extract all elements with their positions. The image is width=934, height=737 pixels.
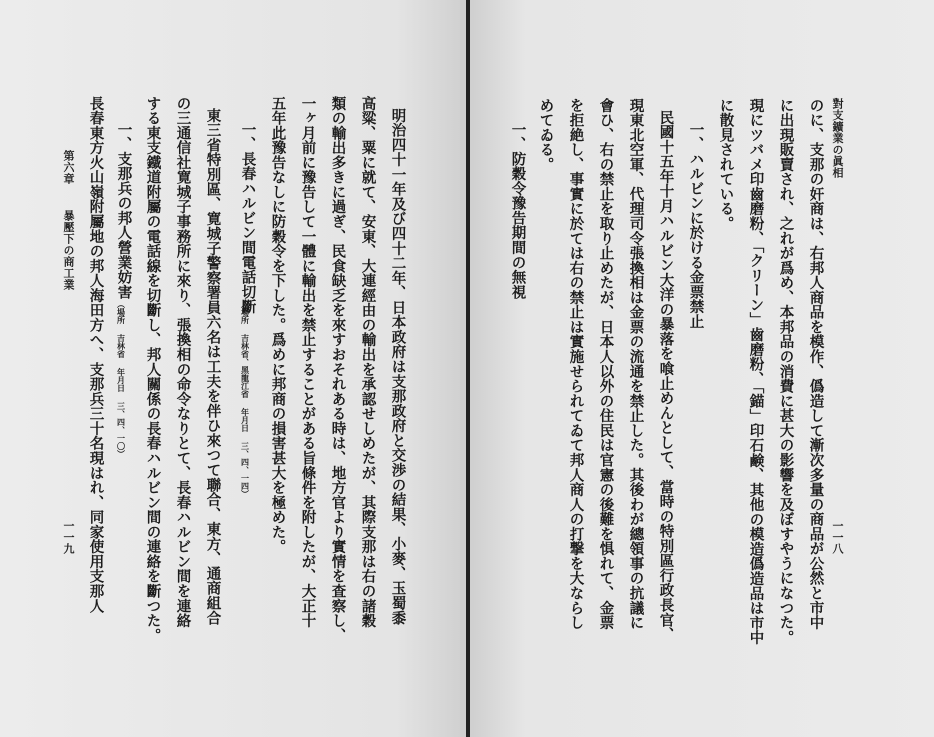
left-page xyxy=(0,0,466,737)
body-column-l2: 高粱、粟に就て、安東、大連經由の輸出を承認せしめたが、其際支那は右の諸穀 xyxy=(359,96,377,629)
section-heading-telephone: 一、長春ハルビン間電話切斷 xyxy=(239,122,257,315)
body-column-r1: のに、支那の奸商は、右邦人商品を模作、僞造して漸次多量の商品が公然と市中 xyxy=(807,98,825,631)
section-heading-grain-embargo: 一、防穀令豫告期間の無視 xyxy=(509,122,527,300)
chapter-title: 暴壓下の商工業 xyxy=(62,210,75,291)
note-soldiers xyxy=(114,300,129,458)
body-column-l1: 明治四十一年及び四十二年、日本政府は支那政府と交渉の結果、小麥、玉蜀黍 xyxy=(389,108,407,626)
body-column-r9: めてゐる。 xyxy=(537,98,555,172)
running-head: 對支鑛業の眞相 xyxy=(831,98,844,179)
body-column-l9: 長春東方火山嶺附屬地の邦人海田方へ、支那兵三十名現はれ、同家使用支那人 xyxy=(87,96,105,614)
body-column-r8: を拒絶し、事實に於ては右の禁止は實施せられてゐて邦人商人の打撃を大ならし xyxy=(567,98,585,631)
body-column-l5: 五年此豫告なしに防穀令を下した。爲めに邦商の損害甚大を極めた。 xyxy=(269,96,287,555)
body-column-r6: 現東北空軍、代理司令張換相は金票の流通を禁止した。其後わが總領事の抗議に xyxy=(627,98,645,631)
page-number-left: 一一九 xyxy=(62,520,75,555)
body-column-l7: の三通信社寛城子事務所に來り、張換相の命令なりとて、長春ハルビン間を連絡 xyxy=(174,96,192,629)
body-column-l3: 類の輸出多きに過ぎ、民食缺乏を來すおそれある時は、地方官より實情を査察し、 xyxy=(329,96,347,643)
note-soldiers-text: （場所 吉林省 年月日 三、四、一〇） xyxy=(116,300,127,458)
chapter-label: 第六章 xyxy=(62,150,75,185)
note-telephone xyxy=(238,300,253,498)
page-number-right: 一一八 xyxy=(831,520,844,555)
body-column-r5: 民國十五年十月ハルビン大洋の暴落を喰止めんとして、當時の特別區行政長官、 xyxy=(657,110,675,643)
note-telephone-text: （場所 吉林省、黑龍江省 年月日 三、四、一四） xyxy=(240,300,251,498)
body-column-r3: 現にツバメ印齒磨粉、「クリーン」齒磨粉、「錨」印石鹸、其他の模造僞造品は市中 xyxy=(747,98,765,646)
body-column-l4: 一ヶ月前に豫告して一體に輸出を禁止することがある旨條件を附したが、大正十 xyxy=(299,96,317,629)
body-column-l8: する東支鐵道附屬の電話線を切斷し、邦人關係の長春ハルビン間の連絡を斷つた。 xyxy=(144,96,162,643)
body-column-r7: 會ひ、右の禁止を取り止めたが、日本人以外の住民は官憲の後難を惧れて、金票 xyxy=(597,98,615,631)
body-column-r4: に散見されている。 xyxy=(717,98,735,232)
right-page xyxy=(470,0,934,737)
body-column-r2: に出現販賣され、之れが爲め、本邦品の消費に甚大の影響を及ぼすやうになつた。 xyxy=(777,98,795,645)
section-heading-soldiers: 一、支那兵の邦人營業妨害 xyxy=(115,122,133,300)
section-heading-gold-notes: 一、ハルビンに於ける金票禁止 xyxy=(687,122,705,329)
body-column-l6: 東三省特別區、寛城子警察署員六名は工夫を伴ひ來つて聯合、東方、通商組合 xyxy=(204,108,222,626)
